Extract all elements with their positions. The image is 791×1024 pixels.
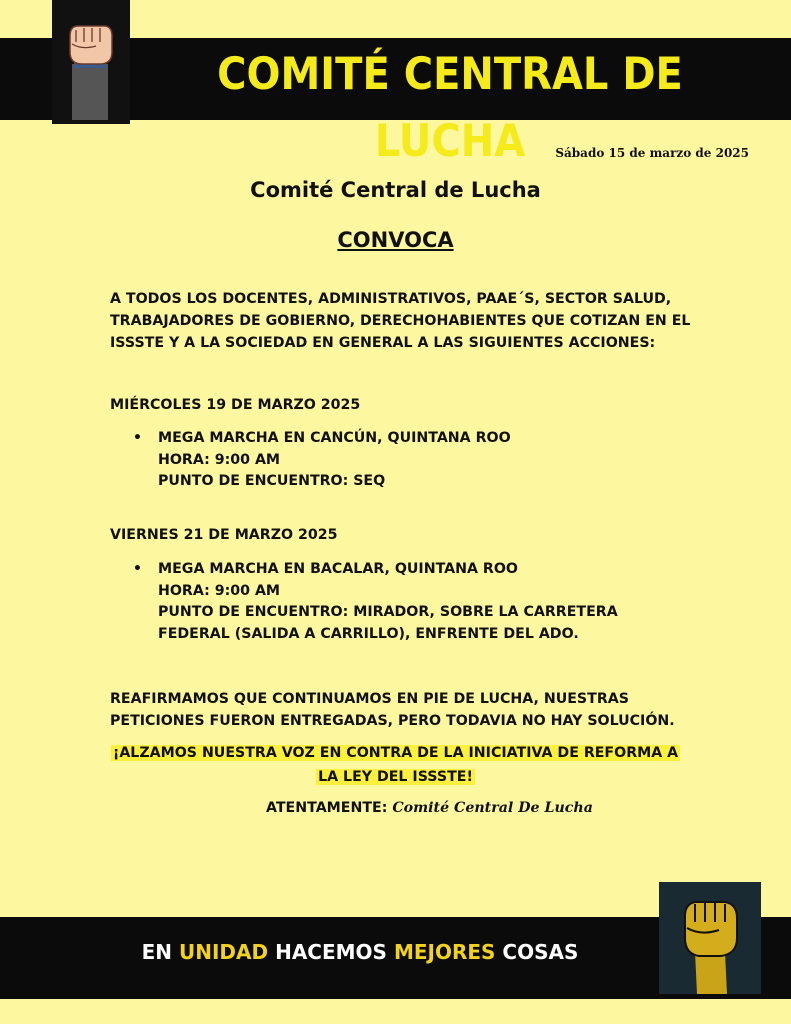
event-2-title: MEGA MARCHA EN BACALAR, QUINTANA ROO <box>158 561 518 577</box>
event-2-location: PUNTO DE ENCUENTRO: MIRADOR, SOBRE LA CARRETERA FEDERAL (SALIDA A CARRILLO), ENFRENTE DEL ADO. <box>158 604 618 642</box>
document-title: Comité Central de Lucha <box>250 178 541 202</box>
event-1-date: MIÉRCOLES 19 DE MARZO 2025 <box>110 397 361 413</box>
footer-word-2: UNIDAD <box>179 940 269 964</box>
intro-paragraph: A TODOS LOS DOCENTES, ADMINISTRATIVOS, PAAE´S, SECTOR SALUD, TRABAJADORES DE GOBIERNO, DERECHOHABIENTES QUE COTIZAN EN EL ISSSTE Y A LA SOCIEDAD EN GENERAL A LAS SIGUIENTES ACCIONES: <box>110 291 691 351</box>
raised-fist-icon <box>659 882 761 994</box>
header-logo <box>52 0 130 124</box>
signoff <box>266 800 593 816</box>
event-2-item <box>130 559 690 645</box>
document-date: Sábado 15 de marzo de 2025 <box>555 146 749 160</box>
slogan-line-2: LA LEY DEL ISSSTE! <box>318 769 473 785</box>
event-1-list <box>130 428 690 493</box>
bullet-icon: • <box>133 430 142 446</box>
footer-logo <box>659 882 761 994</box>
bullet-icon: • <box>133 561 142 577</box>
event-1-time: HORA: 9:00 AM <box>158 451 281 468</box>
event-2-list <box>130 559 690 645</box>
slogan <box>0 741 791 789</box>
footer-word-3: HACEMOS <box>275 940 387 964</box>
raised-fist-icon <box>52 0 130 124</box>
event-2-date: VIERNES 21 DE MARZO 2025 <box>110 527 338 543</box>
slogan-line-1: ¡ALZAMOS NUESTRA VOZ EN CONTRA DE LA INICIATIVA DE REFORMA A <box>112 745 679 761</box>
header-title: COMITÉ CENTRAL DE LUCHA <box>217 48 683 168</box>
signoff-label: ATENTAMENTE: <box>266 800 388 816</box>
footer-word-1: EN <box>141 940 173 964</box>
event-1-item <box>130 428 690 493</box>
footer-motto <box>0 940 720 964</box>
footer-word-5: COSAS <box>502 940 579 964</box>
footer-word-4: MEJORES <box>393 940 496 964</box>
event-2-time: HORA: 9:00 AM <box>158 582 281 599</box>
signoff-name: Comité Central De Lucha <box>392 800 593 816</box>
convoca-heading: CONVOCA <box>337 228 454 252</box>
closing-paragraph: REAFIRMAMOS QUE CONTINUAMOS EN PIE DE LUCHA, NUESTRAS PETICIONES FUERON ENTREGADAS, PERO TODAVIA NO HAY SOLUCIÓN. <box>110 691 675 729</box>
event-1-title: MEGA MARCHA EN CANCÚN, QUINTANA ROO <box>158 430 511 446</box>
event-1-location: PUNTO DE ENCUENTRO: SEQ <box>158 473 386 489</box>
